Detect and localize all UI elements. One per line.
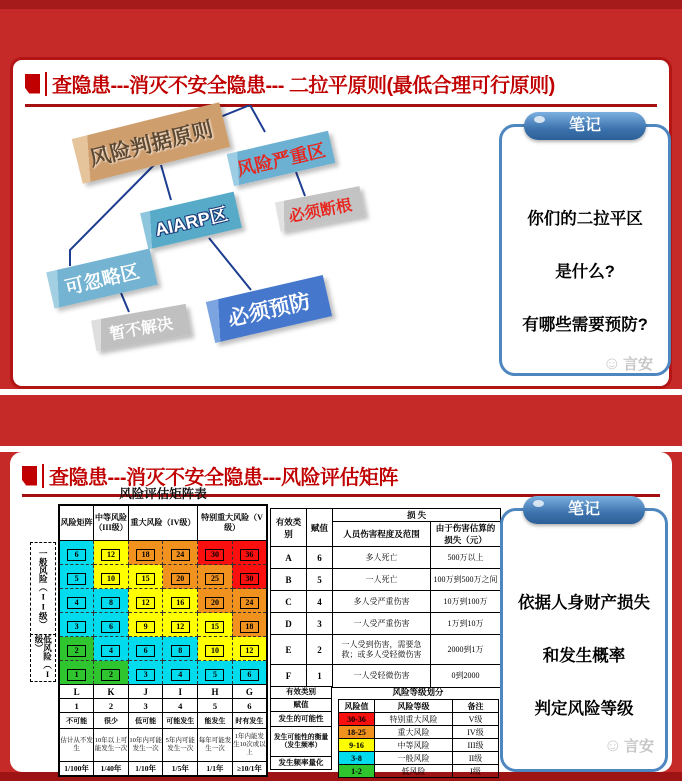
matrix-cell <box>94 565 129 589</box>
matrix-cell <box>94 661 129 685</box>
title-separator <box>45 72 47 96</box>
axis-frequency-cell: 10年以上可能发生一次 <box>94 729 129 762</box>
matrix-cell <box>163 541 198 565</box>
axis-quantified-cell: 1/1年 <box>198 762 233 777</box>
matrix-cell <box>128 565 163 589</box>
watermark <box>604 735 654 756</box>
loss-category-cell: E <box>271 635 307 665</box>
axis-row-label: 发生频率量化 <box>270 757 332 770</box>
matrix-cell-value: 5 <box>205 669 224 681</box>
notes-line: 和发生概率 <box>542 647 626 665</box>
legend-note-cell: II级 <box>453 752 499 765</box>
legend-header: 备注 <box>453 700 499 713</box>
matrix-cell <box>59 589 94 613</box>
matrix-cell <box>94 541 129 565</box>
top-red-band <box>0 0 682 9</box>
loss-injury-cell: 多人受严重伤害 <box>333 591 431 613</box>
matrix-cell <box>232 589 267 613</box>
matrix-cell-value: 20 <box>205 597 224 609</box>
loss-table-area <box>270 508 501 688</box>
block-must-prevent: 必须预防 <box>206 275 332 343</box>
slide-alarp-principle <box>10 57 672 389</box>
legend-level-cell: 特别重大风险 <box>375 713 453 726</box>
matrix-column-header: 特别重大风险（V级） <box>198 505 267 541</box>
matrix-cell <box>128 613 163 637</box>
axis-frequency-cell: 5年内可能发生一次 <box>163 729 198 762</box>
risk-matrix-table <box>58 504 268 777</box>
loss-value-cell: 5 <box>307 569 333 591</box>
block-not-solved-for-now: 暂不解决 <box>91 304 191 351</box>
axis-quantified-cell: 1/10年 <box>128 762 163 777</box>
matrix-cell-value: 3 <box>136 669 155 681</box>
matrix-cell-value: 30 <box>205 549 224 561</box>
legend-title: 风险等级划分 <box>392 687 444 697</box>
matrix-cell <box>59 565 94 589</box>
matrix-cell <box>128 589 163 613</box>
matrix-cell <box>59 637 94 661</box>
loss-injury-cell: 一人受轻微伤害 <box>333 665 431 688</box>
loss-money-cell: 2000到1万 <box>431 635 501 665</box>
matrix-cell-value: 5 <box>67 573 86 585</box>
notes-pill-header: 笔记 <box>524 112 646 140</box>
axis-row-labels <box>270 686 332 770</box>
block-severe-risk-zone: 风险严重区 <box>227 131 336 187</box>
loss-header-injury: 人员伤害程度及范围 <box>333 522 431 547</box>
matrix-column-header: 重大风险（IV级） <box>128 505 197 541</box>
loss-category-cell: B <box>271 569 307 591</box>
matrix-cell <box>128 541 163 565</box>
matrix-cell-value: 1 <box>67 669 86 681</box>
notes-panel <box>499 117 671 376</box>
loss-table <box>270 508 501 688</box>
notes-line: 判定风险等级 <box>534 700 634 718</box>
row-group-label-low-risk: 低风险（I级） <box>30 634 56 682</box>
watermark <box>603 353 653 374</box>
legend-range-cell: 30-36 <box>339 713 375 726</box>
matrix-cell-value: 8 <box>171 645 190 657</box>
title-separator <box>42 464 44 488</box>
matrix-cell-value: 12 <box>171 621 190 633</box>
loss-category-cell: A <box>271 547 307 569</box>
axis-row-label: 赋值 <box>270 699 332 712</box>
loss-injury-cell: 一人受严重伤害 <box>333 613 431 635</box>
matrix-cell-value: 6 <box>136 645 155 657</box>
legend-header: 风险等级 <box>375 700 453 713</box>
axis-letter-cell: H <box>198 685 233 699</box>
matrix-cell-value: 4 <box>67 597 86 609</box>
matrix-cell-value: 24 <box>171 549 190 561</box>
loss-money-cell: 500万以上 <box>431 547 501 569</box>
matrix-cell <box>198 613 233 637</box>
legend-level-cell: 低风险 <box>375 765 453 778</box>
axis-quantified-cell: 1/40年 <box>94 762 129 777</box>
legend-range-cell: 3-8 <box>339 752 375 765</box>
legend-header: 风险值 <box>339 700 375 713</box>
matrix-column-header: 风险矩阵 <box>59 505 94 541</box>
matrix-cell-value: 20 <box>171 573 190 585</box>
risk-legend-table <box>338 699 499 778</box>
matrix-cell-value: 12 <box>136 597 155 609</box>
axis-possibility-cell: 不可能 <box>59 713 94 729</box>
matrix-cell-value: 30 <box>240 573 259 585</box>
legend-level-cell: 重大风险 <box>375 726 453 739</box>
matrix-cell <box>59 613 94 637</box>
matrix-cell <box>163 565 198 589</box>
axis-quantified-cell: 1/100年 <box>59 762 94 777</box>
slide2-title: 查隐患---消灭不安全隐患---风险评估矩阵 <box>49 467 398 489</box>
matrix-cell-value: 12 <box>240 645 259 657</box>
matrix-cell <box>94 589 129 613</box>
notes-line: 你们的二拉平区 <box>527 210 643 228</box>
matrix-cell-value: 10 <box>101 573 120 585</box>
matrix-cell-value: 6 <box>240 669 259 681</box>
matrix-cell-value: 18 <box>240 621 259 633</box>
axis-row-label: 发生可能性的衡量（发生频率） <box>270 727 332 757</box>
axis-frequency-cell: 1年内能发生10次或以上 <box>232 729 267 762</box>
block-must-eradicate: 必须断根 <box>275 186 365 232</box>
notes-lines <box>507 589 661 719</box>
matrix-cell-value: 25 <box>205 573 224 585</box>
legend-note-cell: I级 <box>453 765 499 778</box>
notes-line: 有哪些需要预防? <box>522 316 648 334</box>
loss-header-value: 赋值 <box>307 509 333 547</box>
matrix-cell-value: 36 <box>240 549 259 561</box>
matrix-cell <box>59 661 94 685</box>
matrix-cell-value: 24 <box>240 597 259 609</box>
legend-level-cell: 中等风险 <box>375 739 453 752</box>
slide-risk-matrix <box>10 452 672 776</box>
axis-row-label: 有效类别 <box>270 686 332 699</box>
matrix-cell-value: 16 <box>171 597 190 609</box>
axis-possibility-cell: 能发生 <box>198 713 233 729</box>
loss-value-cell: 6 <box>307 547 333 569</box>
loss-money-cell: 100万到500万之间 <box>431 569 501 591</box>
axis-value-cell: 1 <box>59 699 94 713</box>
matrix-cell <box>232 613 267 637</box>
loss-header-category: 有效类别 <box>271 509 307 547</box>
axis-value-cell: 4 <box>163 699 198 713</box>
legend-range-cell: 18-25 <box>339 726 375 739</box>
block-alarp-zone: AIARP区 <box>140 192 242 250</box>
matrix-cell <box>232 661 267 685</box>
axis-row-label: 发生的可能性 <box>270 712 332 727</box>
risk-legend-area <box>336 686 500 778</box>
watermark-text: 言安 <box>622 356 653 373</box>
axis-possibility-cell: 时有发生 <box>232 713 267 729</box>
matrix-cell <box>198 589 233 613</box>
axis-value-cell: 2 <box>94 699 129 713</box>
legend-range-cell: 9-16 <box>339 739 375 752</box>
axis-frequency-cell: 每年可能发生一次 <box>198 729 233 762</box>
loss-header-money: 由于伤害估算的损失（元） <box>431 522 501 547</box>
watermark-text: 言安 <box>623 738 654 755</box>
axis-frequency-cell: 估计从不发生 <box>59 729 94 762</box>
loss-category-cell: C <box>271 591 307 613</box>
axis-letter-cell: L <box>59 685 94 699</box>
loss-category-cell: F <box>271 665 307 688</box>
matrix-cell-value: 9 <box>136 621 155 633</box>
block-negligible-zone: 可忽略区 <box>46 249 158 309</box>
loss-category-cell: D <box>271 613 307 635</box>
matrix-cell-value: 6 <box>101 621 120 633</box>
matrix-cell <box>94 637 129 661</box>
matrix-cell <box>198 565 233 589</box>
matrix-cell <box>163 637 198 661</box>
loss-value-cell: 4 <box>307 591 333 613</box>
matrix-cell-value: 18 <box>136 549 155 561</box>
matrix-column-header: 中等风险（III级） <box>94 505 129 541</box>
matrix-cell <box>163 613 198 637</box>
axis-quantified-cell: 1/5年 <box>163 762 198 777</box>
matrix-cell <box>128 661 163 685</box>
matrix-cell-value: 8 <box>101 597 120 609</box>
loss-value-cell: 1 <box>307 665 333 688</box>
axis-value-cell: 6 <box>232 699 267 713</box>
matrix-cell <box>59 541 94 565</box>
risk-matrix-area <box>58 504 268 777</box>
axis-letter-cell: J <box>128 685 163 699</box>
matrix-cell <box>128 637 163 661</box>
axis-value-cell: 3 <box>128 699 163 713</box>
axis-possibility-cell: 低可能 <box>128 713 163 729</box>
notes-pill-header: 笔记 <box>523 496 645 524</box>
matrix-cell-value: 4 <box>101 645 120 657</box>
block-risk-criteria-principle: 风险判据原则 <box>72 102 231 183</box>
loss-money-cell: 10万到100万 <box>431 591 501 613</box>
document-icon <box>22 466 37 486</box>
matrix-cell-value: 3 <box>67 621 86 633</box>
divider-strip <box>0 389 682 395</box>
matrix-cell <box>232 637 267 661</box>
matrix-cell-value: 12 <box>101 549 120 561</box>
matrix-cell-value: 10 <box>205 645 224 657</box>
axis-letter-cell: I <box>163 685 198 699</box>
axis-possibility-cell: 可能发生 <box>163 713 198 729</box>
notes-panel <box>500 501 668 772</box>
slide1-title-row <box>25 69 555 98</box>
matrix-cell-value: 15 <box>136 573 155 585</box>
loss-money-cell: 0到2000 <box>431 665 501 688</box>
matrix-cell <box>198 637 233 661</box>
loss-value-cell: 2 <box>307 635 333 665</box>
notes-line: 是什么? <box>555 263 615 281</box>
axis-possibility-cell: 很少 <box>94 713 129 729</box>
matrix-cell-value: 6 <box>67 549 86 561</box>
matrix-cell-value: 15 <box>205 621 224 633</box>
legend-range-cell: 1-2 <box>339 765 375 778</box>
axis-letter-cell: G <box>232 685 267 699</box>
loss-injury-cell: 一人受到伤害，需要急救；或多人受轻微伤害 <box>333 635 431 665</box>
notes-lines <box>506 205 664 335</box>
matrix-cell <box>232 565 267 589</box>
matrix-table-caption: 风险评估矩阵表 <box>119 487 207 501</box>
matrix-cell-value: 2 <box>67 645 86 657</box>
loss-money-cell: 1万到10万 <box>431 613 501 635</box>
watermark-face-icon: ☺ <box>603 735 622 755</box>
matrix-cell <box>198 661 233 685</box>
matrix-cell <box>94 613 129 637</box>
watermark-face-icon: ☺ <box>602 353 621 373</box>
axis-letter-cell: K <box>94 685 129 699</box>
loss-header-loss: 损 失 <box>333 509 501 522</box>
legend-note-cell: IV级 <box>453 726 499 739</box>
loss-injury-cell: 多人死亡 <box>333 547 431 569</box>
matrix-cell-value: 2 <box>101 669 120 681</box>
legend-note-cell: III级 <box>453 739 499 752</box>
legend-note-cell: V级 <box>453 713 499 726</box>
legend-level-cell: 一般风险 <box>375 752 453 765</box>
loss-value-cell: 3 <box>307 613 333 635</box>
matrix-cell <box>198 541 233 565</box>
loss-injury-cell: 一人死亡 <box>333 569 431 591</box>
slide1-title: 查隐患---消灭不安全隐患--- 二拉平原则(最低合理可行原则) <box>52 75 555 97</box>
axis-quantified-cell: ≥10/1年 <box>232 762 267 777</box>
axis-frequency-cell: 10年内可能发生一次 <box>128 729 163 762</box>
matrix-cell-value: 4 <box>171 669 190 681</box>
row-group-label-general-risk: 一般风险（II级） <box>30 542 56 636</box>
matrix-cell <box>232 541 267 565</box>
matrix-cell <box>163 589 198 613</box>
notes-line: 依据人身财产损失 <box>518 594 650 612</box>
axis-value-cell: 5 <box>198 699 233 713</box>
document-icon <box>25 74 40 94</box>
matrix-cell <box>163 661 198 685</box>
